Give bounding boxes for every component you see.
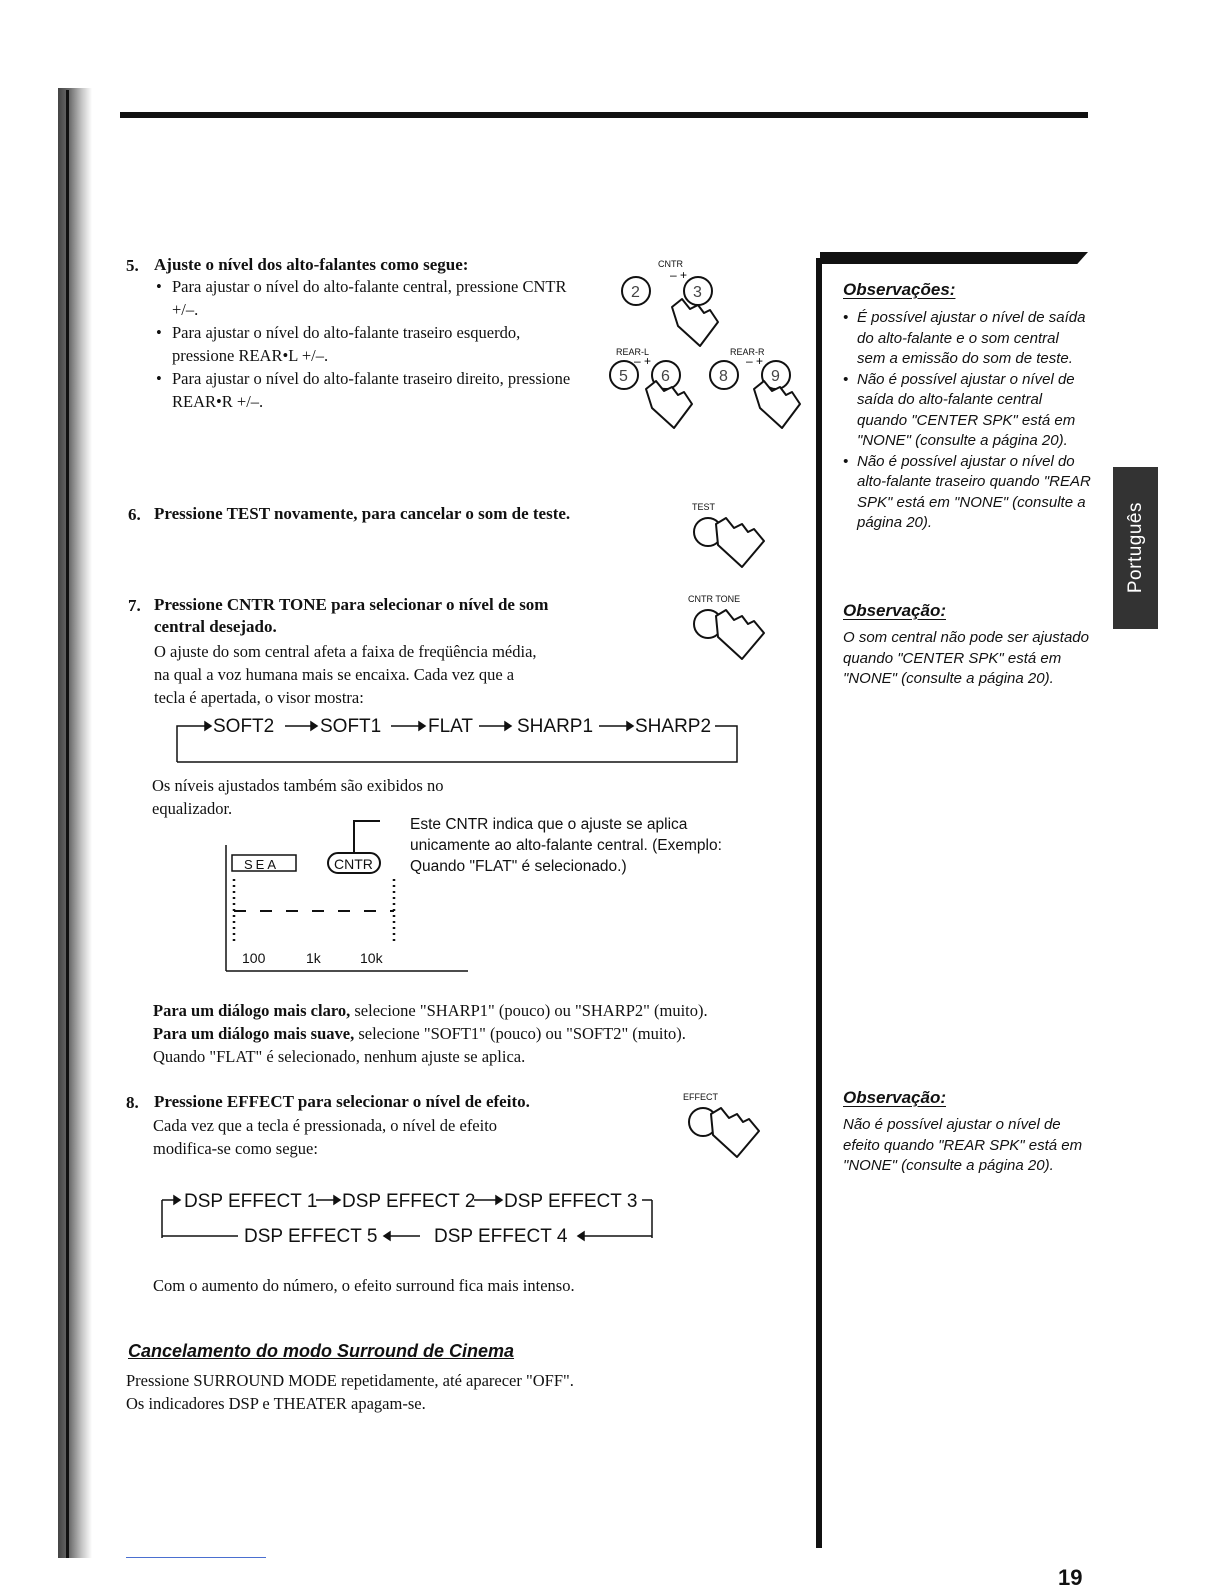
top-rule <box>120 112 1088 118</box>
step-7-description: O ajuste do som central afeta a faixa de freqüência média, na qual a voz humana mais se encaixa. Cada vez que a tecla é apertada, o visor mostra: <box>154 642 537 707</box>
tone-option: SOFT1 <box>320 716 382 737</box>
step-7-title: Pressione CNTR TONE para selecionar o nível de som central desejado. <box>154 595 549 636</box>
page-number: 19 <box>1058 1565 1083 1590</box>
note-3-text: Não é possível ajustar o nível de efeito quando "REAR SPK" está em "NONE" (consulte a página 20). <box>843 1116 1083 1174</box>
hand-pointer-icon <box>646 381 692 428</box>
dialog-soft-label: Para um diálogo mais suave, <box>153 1024 355 1043</box>
tone-option: FLAT <box>428 716 474 737</box>
tone-cycle-diagram <box>175 712 745 764</box>
step-5-bullet: • Para ajustar o nível do alto-falante central, pressione CNTR +/–. <box>154 275 579 321</box>
digit-2: 2 <box>631 284 640 301</box>
step-8-title: Pressione EFFECT para selecionar o nível de efeito. <box>154 1092 530 1111</box>
hand-pointer-icon <box>672 299 718 346</box>
cancel-section-line-1: Pressione SURROUND MODE repetidamente, até aparecer "OFF". <box>126 1371 574 1390</box>
eq-freq-tick: 1k <box>306 950 321 966</box>
notes-column-header-bar <box>820 252 1088 264</box>
dialog-clear-label: Para um diálogo mais claro, <box>153 1001 351 1020</box>
dialog-flat-line: Quando "FLAT" é selecionado, nenhum ajuste se aplica. <box>153 1047 526 1066</box>
test-button-illustration <box>680 498 790 576</box>
hand-pointer-icon <box>716 518 764 567</box>
step-6-number: 6. <box>128 505 141 524</box>
digit-8: 8 <box>719 368 728 385</box>
effect-option: DSP EFFECT 4 <box>434 1226 568 1247</box>
rear-r-button-label: REAR-R <box>730 347 765 357</box>
step-5-bullets <box>154 275 579 413</box>
cancel-section-line-2: Os indicadores DSP e THEATER apagam-se. <box>126 1394 426 1413</box>
language-tab <box>1113 467 1158 629</box>
note-2-text: O som central não pode ser ajustado quando "CENTER SPK" está em "NONE" (consulte a página 20). <box>843 629 1089 687</box>
step-8-description: Cada vez que a tecla é pressionada, o nível de efeito modifica-se como segue: <box>153 1116 498 1158</box>
footer-rule <box>126 1557 266 1558</box>
effect-option: DSP EFFECT 5 <box>244 1226 378 1247</box>
notes-heading-3: Observação: <box>843 1088 946 1107</box>
hand-pointer-icon <box>711 1108 759 1157</box>
cntr-button-label: CNTR <box>658 259 683 269</box>
eq-freq-tick: 10k <box>360 950 383 966</box>
cancel-section-heading: Cancelamento do modo Surround de Cinema <box>128 1341 515 1361</box>
notes-column-rule <box>816 258 822 1548</box>
digit-9: 9 <box>771 368 780 385</box>
tone-option: SHARP1 <box>517 716 594 737</box>
dialog-soft-text: selecione "SOFT1" (pouco) ou "SOFT2" (muito). <box>354 1024 686 1043</box>
speaker-level-buttons-illustration <box>590 255 820 445</box>
step-7-number: 7. <box>128 596 141 615</box>
notes-heading-2: Observação: <box>843 601 946 620</box>
left-margin-rule <box>66 90 69 1558</box>
test-button-label: TEST <box>692 502 716 512</box>
dialog-clear-text: selecione "SHARP1" (pouco) ou "SHARP2" (muito). <box>350 1001 708 1020</box>
notes-list-1 <box>843 308 1091 534</box>
eq-freq-tick: 100 <box>242 950 266 966</box>
note-item: • Não é possível ajustar o nível de saída do alto-falante central quando "CENTER SPK" está em "NONE" (consulte a página 20). <box>843 370 1091 452</box>
sea-indicator: SEA <box>244 857 280 872</box>
rear-l-button-label: REAR-L <box>616 347 650 357</box>
step-5-bullet: • Para ajustar o nível do alto-falante traseiro esquerdo, pressione REAR•L +/–. <box>154 321 579 367</box>
digit-5: 5 <box>619 368 628 385</box>
step-8-intensity-note: Com o aumento do número, o efeito surround fica mais intenso. <box>153 1276 575 1295</box>
step-7-eq-intro: Os níveis ajustados também são exibidos no equalizador. <box>152 776 444 818</box>
cntr-tone-button-label: CNTR TONE <box>688 594 741 604</box>
svg-text:– +: – + <box>746 354 764 368</box>
effect-option: DSP EFFECT 3 <box>504 1191 638 1212</box>
svg-text:– +: – + <box>634 354 652 368</box>
step-8-number: 8. <box>126 1093 139 1112</box>
note-item: • Não é possível ajustar o nível do alto-falante traseiro quando "REAR SPK" está em "NONE" (consulte a página 20). <box>843 452 1091 534</box>
step-5-bullet: • Para ajustar o nível do alto-falante traseiro direito, pressione REAR•R +/–. <box>154 367 579 413</box>
effect-option: DSP EFFECT 2 <box>342 1191 476 1212</box>
effect-button-illustration <box>675 1088 785 1166</box>
step-5-number: 5. <box>126 256 139 275</box>
notes-heading-1: Observações: <box>843 280 956 299</box>
hand-pointer-icon <box>716 610 764 659</box>
step-5-title: Ajuste o nível dos alto-falantes como segue: <box>154 255 469 274</box>
effect-button-label: EFFECT <box>683 1092 718 1102</box>
binding-shadow <box>58 88 92 1558</box>
digit-3: 3 <box>693 284 702 301</box>
dialog-clear-line <box>153 999 813 1022</box>
cntr-indicator: CNTR <box>334 856 373 872</box>
svg-text:– +: – + <box>670 268 688 282</box>
tone-option: SOFT2 <box>213 716 275 737</box>
note-item: • É possível ajustar o nível de saída do alto-falante e o som central sem a emissão do som de teste. <box>843 308 1091 370</box>
digit-6: 6 <box>661 368 670 385</box>
tone-option: SHARP2 <box>635 716 712 737</box>
eq-cntr-explanation: Este CNTR indica que o ajuste se aplica unicamente ao alto-falante central. (Exemplo: Quando "FLAT" é selecionado.) <box>410 816 722 875</box>
language-tab-label: Português <box>1124 502 1146 594</box>
dialog-soft-line <box>153 1022 813 1045</box>
step-6-title: Pressione TEST novamente, para cancelar o som de teste. <box>154 504 571 523</box>
cntr-tone-button-illustration <box>680 590 790 668</box>
effect-option: DSP EFFECT 1 <box>184 1191 318 1212</box>
hand-pointer-icon <box>754 381 800 428</box>
effect-cycle-diagram <box>158 1186 658 1248</box>
